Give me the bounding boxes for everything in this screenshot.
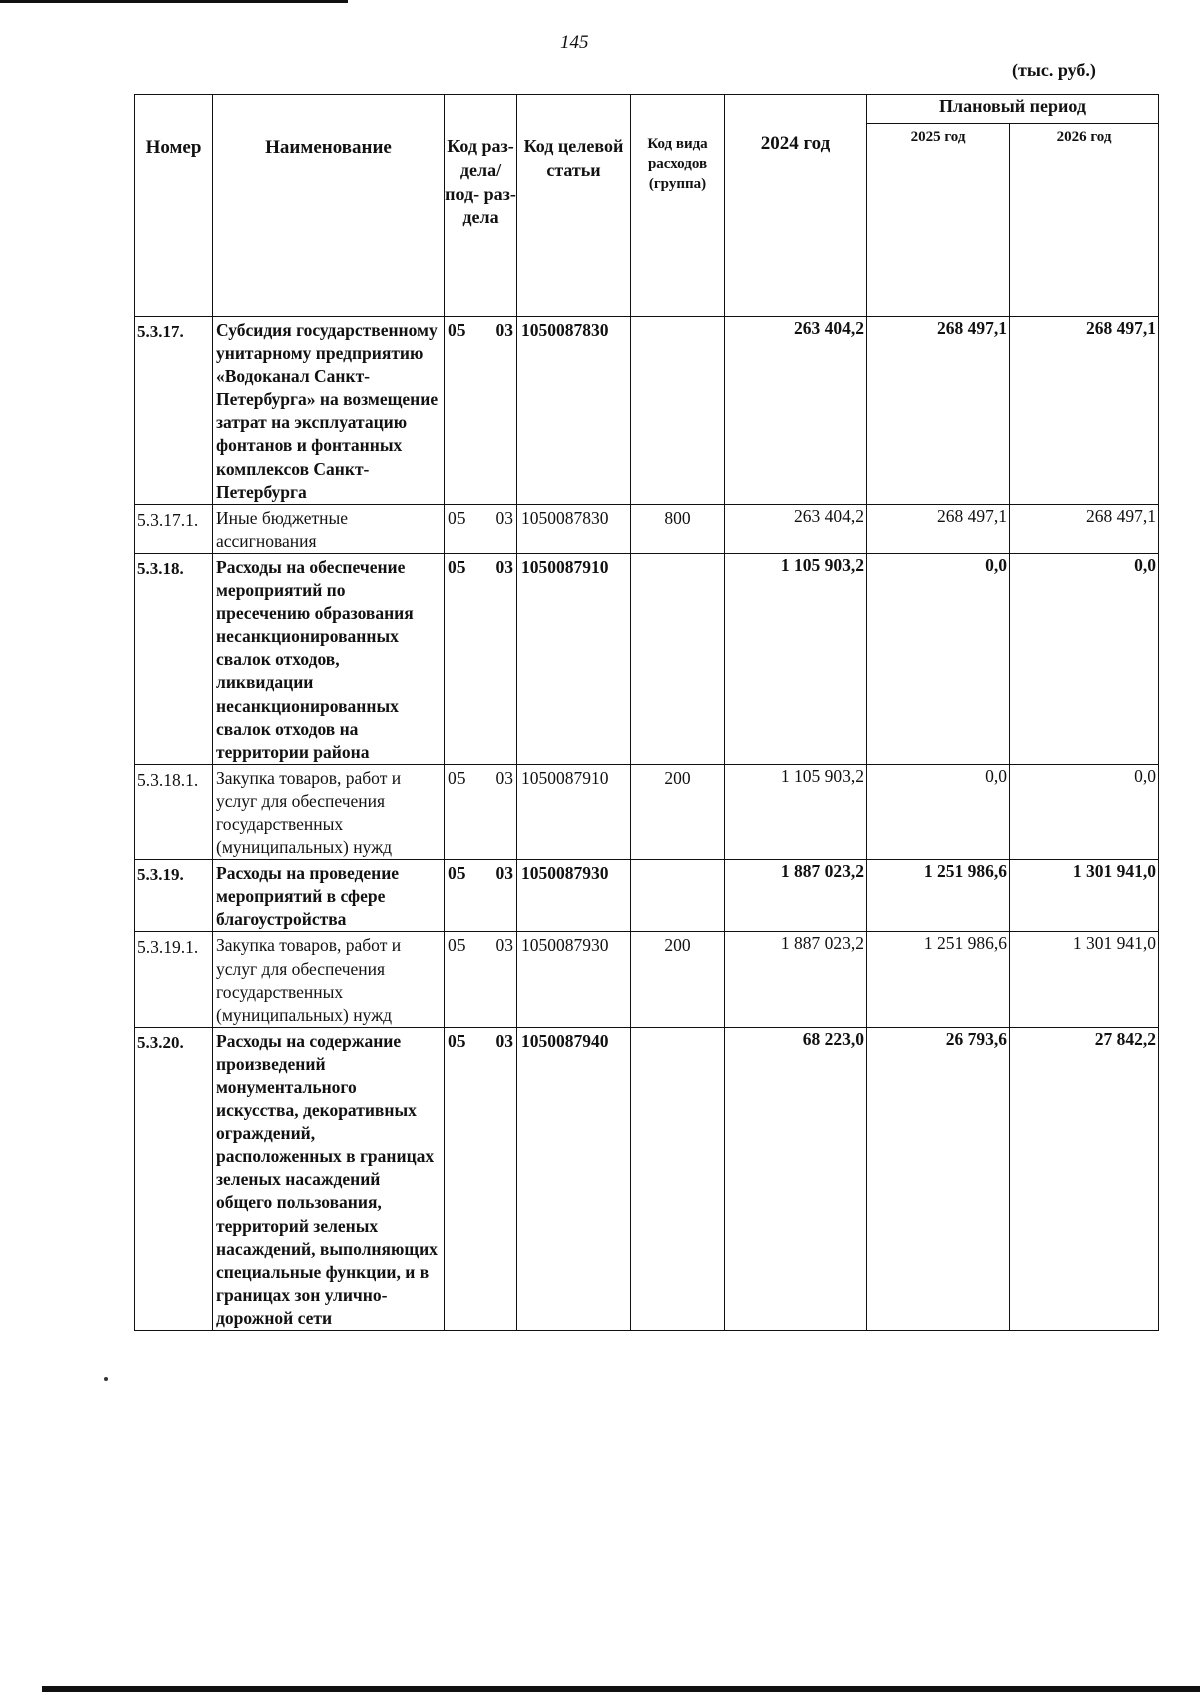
row-number: 5.3.17. <box>135 317 213 505</box>
table-row <box>135 860 1159 932</box>
row-name: Закупка товаров, работ и услуг для обеспечения государственных (муниципальных) нужд <box>213 932 445 1027</box>
row-razdel-code <box>445 553 517 764</box>
row-razdel-code <box>445 504 517 553</box>
header-razdel: Код раз- дела/ под- раз- дела <box>445 95 517 317</box>
row-target-code: 1050087830 <box>517 317 631 505</box>
row-amount-2025: 26 793,6 <box>867 1027 1010 1330</box>
row-name: Иные бюджетные ассигнования <box>213 504 445 553</box>
podrazdel-code: 03 <box>495 507 513 528</box>
header-expense-kind: Код вида расходов (группа) <box>631 95 725 317</box>
row-amount-2025: 1 251 986,6 <box>867 932 1010 1027</box>
row-name: Расходы на обеспечение мероприятий по пресечению образования несанкционированных свалок отходов, ликвидации несанкционированных свалок отходов на территории района <box>213 553 445 764</box>
podrazdel-code: 03 <box>495 863 513 884</box>
row-number: 5.3.19. <box>135 860 213 932</box>
row-amount-2026: 1 301 941,0 <box>1010 932 1159 1027</box>
row-amount-2024: 1 105 903,2 <box>725 764 867 859</box>
row-amount-2025: 268 497,1 <box>867 317 1010 505</box>
razdel-code: 05 <box>448 767 466 788</box>
row-amount-2026: 27 842,2 <box>1010 1027 1159 1330</box>
row-razdel-code <box>445 764 517 859</box>
row-amount-2024: 263 404,2 <box>725 504 867 553</box>
row-target-code: 1050087930 <box>517 932 631 1027</box>
row-amount-2024: 1 887 023,2 <box>725 932 867 1027</box>
header-2024: 2024 год <box>725 95 867 317</box>
row-name: Закупка товаров, работ и услуг для обеспечения государственных (муниципальных) нужд <box>213 764 445 859</box>
row-target-code: 1050087910 <box>517 764 631 859</box>
podrazdel-code: 03 <box>495 935 513 956</box>
razdel-code: 05 <box>448 320 466 340</box>
row-number: 5.3.17.1. <box>135 504 213 553</box>
row-target-code: 1050087910 <box>517 553 631 764</box>
table-row <box>135 764 1159 859</box>
table-row <box>135 1027 1159 1330</box>
row-number: 5.3.18. <box>135 553 213 764</box>
page-number: 145 <box>560 32 589 53</box>
header-name: Наименование <box>213 95 445 317</box>
row-amount-2024: 1 105 903,2 <box>725 553 867 764</box>
row-amount-2025: 1 251 986,6 <box>867 860 1010 932</box>
table-row <box>135 317 1159 505</box>
row-expense-kind <box>631 553 725 764</box>
header-2026: 2026 год <box>1010 124 1159 317</box>
row-name: Расходы на проведение мероприятий в сфере благоустройства <box>213 860 445 932</box>
row-amount-2025: 0,0 <box>867 764 1010 859</box>
header-plan-period: Плановый период <box>867 95 1159 124</box>
table-row <box>135 504 1159 553</box>
row-number: 5.3.20. <box>135 1027 213 1330</box>
header-row <box>135 95 1159 124</box>
bottom-rule <box>42 1686 1200 1692</box>
units-label: (тыс. руб.) <box>1012 60 1096 80</box>
row-razdel-code <box>445 932 517 1027</box>
row-amount-2026: 0,0 <box>1010 764 1159 859</box>
razdel-code: 05 <box>448 507 466 528</box>
row-razdel-code <box>445 1027 517 1330</box>
row-number: 5.3.18.1. <box>135 764 213 859</box>
scan-dot <box>104 1377 108 1381</box>
header-2025: 2025 год <box>867 124 1010 317</box>
table-row <box>135 932 1159 1027</box>
row-number: 5.3.19.1. <box>135 932 213 1027</box>
row-amount-2026: 268 497,1 <box>1010 317 1159 505</box>
razdel-code: 05 <box>448 935 466 956</box>
header-target: Код целевой статьи <box>517 95 631 317</box>
row-amount-2024: 263 404,2 <box>725 317 867 505</box>
row-amount-2025: 268 497,1 <box>867 504 1010 553</box>
row-expense-kind: 200 <box>631 932 725 1027</box>
podrazdel-code: 03 <box>495 320 513 340</box>
table-row <box>135 553 1159 764</box>
row-razdel-code <box>445 860 517 932</box>
razdel-code: 05 <box>448 556 466 577</box>
row-amount-2026: 268 497,1 <box>1010 504 1159 553</box>
row-amount-2025: 0,0 <box>867 553 1010 764</box>
podrazdel-code: 03 <box>495 556 513 577</box>
podrazdel-code: 03 <box>495 767 513 788</box>
row-amount-2026: 0,0 <box>1010 553 1159 764</box>
row-razdel-code <box>445 317 517 505</box>
row-amount-2026: 1 301 941,0 <box>1010 860 1159 932</box>
top-rule <box>0 0 348 3</box>
row-amount-2024: 68 223,0 <box>725 1027 867 1330</box>
row-expense-kind: 200 <box>631 764 725 859</box>
budget-table <box>134 94 1159 1331</box>
row-expense-kind <box>631 1027 725 1330</box>
row-name: Субсидия государственному унитарному предприятию «Водоканал Санкт-Петербурга» на возмещение затрат на эксплуатацию фонтанов и фонтанных комплексов Санкт-Петербурга <box>213 317 445 505</box>
row-target-code: 1050087830 <box>517 504 631 553</box>
podrazdel-code: 03 <box>495 1030 513 1051</box>
row-name: Расходы на содержание произведений монументального искусства, декоративных ограждений, расположенных в границах зеленых насаждений общего пользования, территорий зеленых насаждений, выполняющих специальные функции, и в границах зон улично-дорожной сети <box>213 1027 445 1330</box>
razdel-code: 05 <box>448 863 466 884</box>
razdel-code: 05 <box>448 1030 466 1051</box>
row-expense-kind <box>631 860 725 932</box>
header-number: Номер <box>135 95 213 317</box>
row-target-code: 1050087930 <box>517 860 631 932</box>
row-target-code: 1050087940 <box>517 1027 631 1330</box>
row-expense-kind: 800 <box>631 504 725 553</box>
row-amount-2024: 1 887 023,2 <box>725 860 867 932</box>
row-expense-kind <box>631 317 725 505</box>
